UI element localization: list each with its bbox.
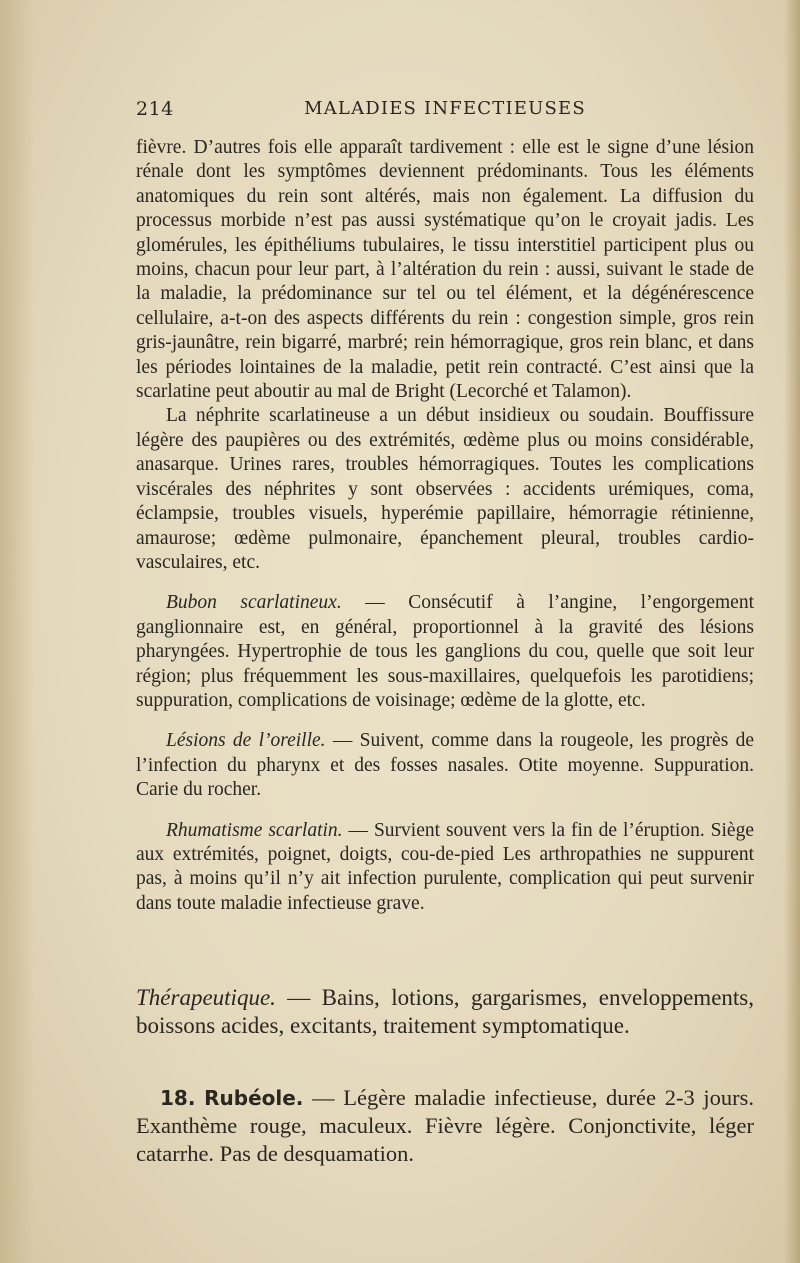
running-title: MALADIES INFECTIEUSES: [304, 98, 586, 119]
section-text-rubeole: — Légère maladie infectieuse, durée 2-3 jours. Exanthème rouge, maculeux. Fièvre légère. Conjonctivite, léger catarrhe. Pas de desquamation.: [136, 1085, 754, 1166]
section-title-rhumatisme: Rhumatisme scarlatin.: [166, 819, 343, 841]
section-title-therapeutique: Thérapeutique.: [136, 985, 276, 1010]
page-edge-shadow-left: [0, 0, 34, 1263]
section-text-oreille: — Suivent, comme dans la rougeole, les progrès de l’infection du pharynx et des fosses nasales. Otite moyenne. Suppuration. Carie du rocher.: [136, 730, 754, 801]
section-text-bubon: — Consécutif à l’angine, l’engorgement ganglionnaire est, en général, proportionnel à la gravité des lésions pharyngées. Hypertrophie de tous les ganglions du cou, quelle que soit leur région; plus fréquemment les sous-maxillaires, quelquefois les parotidiens; suppuration, complications de voisinage; œdème de la glotte, etc.: [136, 592, 754, 711]
page-edge-shadow-right: [784, 0, 800, 1263]
section-number-rubeole: 18.: [160, 1086, 196, 1110]
section-rhumatisme: [136, 819, 754, 917]
section-oreille: [136, 729, 754, 802]
page-header: [136, 98, 754, 124]
section-bubon: [136, 591, 754, 713]
section-title-oreille: Lésions de l’oreille.: [166, 730, 326, 752]
page-number: 214: [136, 98, 174, 120]
section-title-rubeole: Rubéole.: [204, 1086, 304, 1110]
section-text-therapeutique: — Bains, lotions, gargarismes, enveloppements, boissons acides, excitants, traitement symptomatique.: [136, 985, 754, 1038]
section-therapeutique: [136, 984, 754, 1040]
section-rubeole: [136, 1084, 754, 1168]
section-title-bubon: Bubon scarlatineux.: [166, 592, 342, 614]
paragraph-renal-lesion: fièvre. D’autres fois elle apparaît tardivement : elle est le signe d’une lésion rénale dont les symptômes deviennent prédominants. Tous les éléments anatomiques du rein sont altérés, mais non également. La diffusion du processus morbide n’est pas aussi systématique qu’on le croyait jadis. Les glomérules, les épithéliums tubulaires, le tissu interstitiel participent plus ou moins, chacun pour leur part, à l’altération du rein : aussi, suivant le stade de la maladie, la prédominance sur tel ou tel élément, et la dégénérescence cellulaire, a-t-on des aspects différents du rein : congestion simple, gros rein gris-jaunâtre, rein bigarré, marbré; rein hémorragique, gros rein blanc, et dans les périodes lointaines de la maladie, petit rein contracté. C’est ainsi que la scarlatine peut aboutir au mal de Bright (Lecorché et Talamon).: [136, 137, 754, 403]
paragraph-nephrite: La néphrite scarlatineuse a un début insidieux ou soudain. Bouffissure légère des paupières ou des extrémités, œdème plus ou moins considérable, anasarque. Urines rares, troubles hémorragiques. Toutes les complications viscérales des néphrites y sont observées : accidents urémiques, coma, éclampsie, troubles visuels, hyperémie papillaire, hémorragie rétinienne, amaurose; œdème pulmonaire, épanchement pleural, troubles cardio-vasculaires, etc.: [136, 405, 754, 573]
body-text: [136, 136, 754, 916]
section-text-rhumatisme: — Survient souvent vers la fin de l’éruption. Siège aux extrémités, poignet, doigts, cou-de-pied Les arthropathies ne suppurent pas, à moins qu’il n’y ait infection purulente, complication qui peut survenir dans toute maladie infectieuse grave.: [136, 819, 754, 914]
